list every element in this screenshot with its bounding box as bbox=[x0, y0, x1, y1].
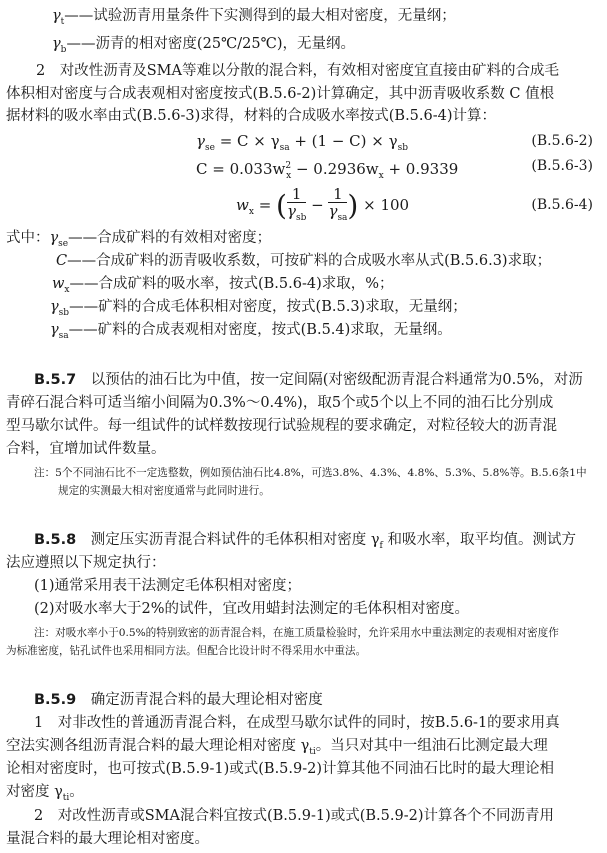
b58-line-2: 法应遵照以下规定执行： bbox=[6, 555, 166, 571]
def-subscript: sb bbox=[58, 307, 70, 318]
b58-item-1: (1)通常采用表干法测定毛体积相对密度； bbox=[34, 578, 302, 594]
b57-note-line-2: 规定的实测最大相对密度通常与此同时进行。 bbox=[58, 485, 270, 497]
section-number: B.5.9 bbox=[34, 692, 77, 708]
eq-symbol: γ bbox=[196, 132, 205, 150]
eq-subscript: x bbox=[248, 207, 254, 217]
def-text: ——矿料的合成表观相对密度，按式(B.5.4)求取，无量纲。 bbox=[68, 322, 452, 338]
b58-note-line-2: 为标准密度，钻孔试件也采用相同方法。但配合比设计时不得采用水中重法。 bbox=[6, 645, 367, 657]
fraction-sb bbox=[287, 186, 306, 226]
b57-line-1 bbox=[34, 370, 583, 390]
def-symbol: γ bbox=[50, 299, 59, 315]
fraction-numerator: 1 bbox=[291, 185, 302, 203]
para2-line-2: 体积相对密度与合成表观相对密度按式(B.5.6-2)计算确定，其中沥青吸收系数 C 值根 bbox=[6, 86, 555, 102]
def-subscript: sa bbox=[58, 330, 69, 341]
def-symbol: γ bbox=[49, 230, 59, 246]
def-symbol: γ bbox=[52, 8, 61, 24]
b59-p1-line-4 bbox=[6, 782, 84, 808]
def-text: ——沥青的相对密度(25℃/25℃)，无量纲。 bbox=[66, 36, 355, 52]
where-label: 式中： bbox=[6, 230, 50, 246]
b57-note-line-1: 注：5个不同油石比不一定选整数，例如预估油石比4.8%，可选3.8%、4.3%、4.8%、5.3%、5.8%等。B.5.6条1中 bbox=[34, 467, 587, 479]
def-text: ——合成矿料的有效相对密度； bbox=[68, 230, 272, 246]
para2-line-3: 据材料的吸水率由式(B.5.6-3)求得，材料的合成吸水率按式(B.5.6-4)计算： bbox=[6, 108, 497, 124]
b59-text: 。 bbox=[69, 784, 84, 800]
eq-superscript: 2 bbox=[285, 161, 292, 171]
def-text: ——试验沥青用量条件下实测得到的最大相对密度，无量纲； bbox=[64, 8, 456, 24]
fraction-numerator: 1 bbox=[333, 185, 343, 203]
def-symbol: γ bbox=[52, 36, 61, 52]
equation-number-b562: (B.5.6-2) bbox=[531, 133, 593, 149]
b59-text: 。当只对其中一组油石比测定最大理 bbox=[315, 738, 548, 754]
def-text: ——合成矿料的沥青吸收系数，可按矿料的合成吸水率从式(B.5.6.3)求取； bbox=[67, 253, 552, 269]
where-def-wx bbox=[52, 274, 394, 300]
def-symbol: w bbox=[52, 276, 65, 292]
b57-line-4: 合料，宜增加试件数量。 bbox=[6, 441, 166, 457]
fraction-denominator: γ bbox=[286, 202, 296, 220]
where-def-gamma-sa bbox=[50, 320, 452, 346]
where-def-c bbox=[56, 251, 551, 271]
eq-subscript: x bbox=[286, 171, 292, 181]
equation-b564: $w_x$ = ( $\frac{1}{\gamma_{sb}}$ − $\frac{1}{\gamma_{sa}}$ ) × 100 bbox=[236, 186, 409, 230]
def-text: ——矿料的合成毛体积相对密度，按式(B.5.3)求取，无量纲； bbox=[69, 299, 467, 315]
b59-subscript: ti bbox=[309, 746, 316, 757]
def-gamma-t bbox=[52, 6, 456, 32]
def-symbol: C bbox=[56, 253, 68, 269]
b59-p1-line-2 bbox=[6, 736, 548, 762]
b58-line-1 bbox=[34, 530, 576, 556]
b58-text: 和吸水率，取平均值。测试方 bbox=[382, 532, 576, 548]
eq-subscript: x bbox=[378, 171, 384, 181]
section-number: B.5.7 bbox=[34, 372, 77, 388]
fraction-denominator: γ bbox=[328, 202, 338, 220]
def-subscript: b bbox=[60, 44, 67, 55]
section-number: B.5.8 bbox=[34, 532, 77, 548]
def-gamma-b bbox=[52, 34, 355, 60]
b59-p2-line-1: 2 对改性沥青或SMA混合料宜按式(B.5.9-1)或式(B.5.9-2)计算各个不同沥青用 bbox=[34, 808, 555, 824]
def-symbol: γ bbox=[50, 322, 59, 338]
fraction-sa bbox=[328, 186, 347, 226]
eq-term: − 0.2936w bbox=[291, 160, 379, 178]
b58-text: 测定压实沥青混合料试件的毛体积相对密度 γ bbox=[90, 532, 380, 548]
eq-term: C = 0.033w bbox=[196, 160, 286, 178]
eq-symbol: w bbox=[236, 196, 249, 214]
b59-subscript: ti bbox=[62, 792, 70, 803]
def-subscript: se bbox=[58, 238, 69, 249]
b58-item-2: (2)对吸水率大于2%的试件，宜改用蜡封法测定的毛体积相对密度。 bbox=[34, 601, 470, 617]
b59-text: 空法实测各组沥青混合料的最大理论相对密度 γ bbox=[6, 738, 310, 754]
b58-note-line-1: 注：对吸水率小于0.5%的特别致密的沥青混合料，在施工质量检验时，允许采用水中重法测定的表观相对密度作 bbox=[34, 627, 559, 639]
eq-subscript: sb bbox=[295, 213, 307, 223]
eq-subscript: sb bbox=[397, 143, 408, 153]
eq-subscript: se bbox=[204, 143, 215, 153]
eq-term: + (1 − C) × γ bbox=[289, 132, 398, 150]
b57-text: 以预估的油石比为中值，按一定间隔(对密级配沥青混合料通常为0.5%，对沥 bbox=[90, 372, 583, 388]
eq-term: + 0.9339 bbox=[383, 160, 459, 178]
equation-number-b563: (B.5.6-3) bbox=[531, 158, 593, 174]
eq-subscript: sa bbox=[337, 213, 348, 223]
b57-line-2: 青碎石混合料可适当缩小间隔为0.3%～0.4%)，取5个或5个以上不同的油石比分别成 bbox=[6, 395, 554, 411]
para2-line-1: 2 对改性沥青及SMA等难以分散的混合料，有效相对密度宜直接由矿料的合成毛 bbox=[36, 63, 559, 79]
b59-text: 对密度 γ bbox=[6, 784, 63, 800]
where-def-gamma-sb bbox=[50, 297, 467, 323]
b57-line-3: 型马歇尔试件。每一组试件的试样数按现行试验规程的要求确定，对粒径较大的沥青混 bbox=[6, 418, 557, 434]
where-def-gamma-se bbox=[6, 228, 271, 254]
b59-heading bbox=[34, 690, 323, 710]
equation-b562 bbox=[196, 131, 408, 158]
def-subscript: t bbox=[60, 16, 65, 27]
def-subscript: x bbox=[64, 284, 70, 295]
b59-p1-line-3: 论相对密度时，也可按式(B.5.9-1)或式(B.5.9-2)计算其他不同油石比时的最大理论相 bbox=[6, 761, 555, 777]
b59-p1-line-1: 1 对非改性的普通沥青混合料，在成型马歇尔试件的同时，按B.5.6-1的要求用真 bbox=[34, 715, 560, 731]
section-title: 确定沥青混合料的最大理论相对密度 bbox=[90, 692, 323, 708]
eq-term: = C × γ bbox=[219, 132, 280, 150]
eq-term: × 100 bbox=[358, 196, 410, 214]
b58-subscript: f bbox=[379, 540, 383, 551]
equation-b563 bbox=[196, 156, 458, 186]
def-text: ——合成矿料的吸水率，按式(B.5.6-4)求取，%； bbox=[69, 276, 394, 292]
equation-number-b564: (B.5.6-4) bbox=[531, 197, 593, 213]
eq-subscript: sa bbox=[279, 143, 290, 153]
b59-p2-line-2: 量混合料的最大理论相对密度。 bbox=[6, 831, 209, 847]
